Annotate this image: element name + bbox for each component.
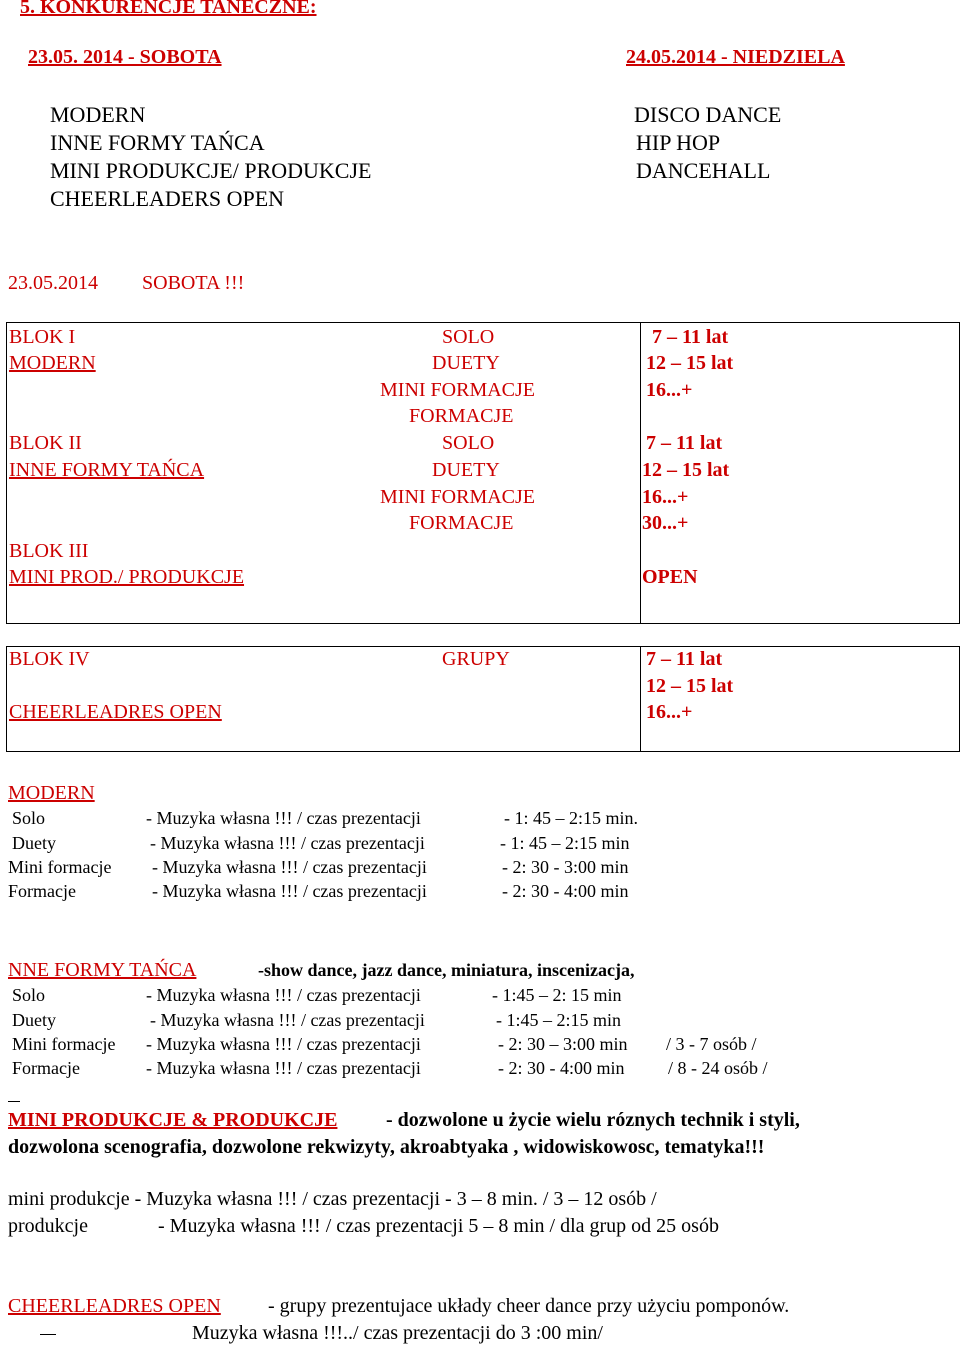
blok4-age: 12 – 15 lat xyxy=(646,675,734,697)
section-title: 5. KONKURENCJE TANECZNE: xyxy=(20,0,317,18)
inne-desc: -show dance, jazz dance, miniatura, inscenizacja, xyxy=(258,960,635,980)
inne-label: Duety xyxy=(12,1010,56,1030)
inne-music: - Muzyka własna !!! / czas prezentacji xyxy=(146,1058,421,1078)
blok4-category: CHEERLEADRES OPEN xyxy=(9,701,222,723)
inne-music: - Muzyka własna !!! / czas prezentacji xyxy=(146,985,421,1005)
mini-desc2: dozwolona scenografia, dozwolone rekwizyty, akroabtyaka , widowiskowosc, tematyka!!! xyxy=(8,1136,765,1158)
blok2-type: SOLO xyxy=(442,432,495,454)
blok3-name: BLOK III xyxy=(9,540,89,562)
blok1-age: 16...+ xyxy=(646,379,693,401)
modern-music: - Muzyka własna !!! / czas prezentacji xyxy=(146,808,421,828)
day1-item: MINI PRODUKCJE/ PRODUKCJE xyxy=(50,158,372,183)
modern-music: - Muzyka własna !!! / czas prezentacji xyxy=(152,881,427,901)
inne-extra: / 8 - 24 osób / xyxy=(668,1058,768,1078)
day2-item: DISCO DANCE xyxy=(634,102,782,127)
modern-label: Formacje xyxy=(8,881,76,901)
cheer-dash xyxy=(40,1334,56,1335)
modern-music: - Muzyka własna !!! / czas prezentacji xyxy=(150,833,425,853)
inne-label: Formacje xyxy=(12,1058,80,1078)
inne-label: Solo xyxy=(12,985,46,1005)
blok1-type: DUETY xyxy=(432,352,500,374)
inne-time: - 2: 30 – 3:00 min xyxy=(498,1034,628,1054)
inne-music: - Muzyka własna !!! / czas prezentacji xyxy=(150,1010,425,1030)
blok3-age: OPEN xyxy=(642,566,698,588)
inne-time: - 1:45 – 2: 15 min xyxy=(492,985,622,1005)
modern-label: Mini formacje xyxy=(8,857,112,877)
sub-day: SOBOTA !!! xyxy=(142,272,245,294)
table-divider xyxy=(640,322,641,624)
blok2-age: 16...+ xyxy=(642,486,689,508)
blok1-age: 12 – 15 lat xyxy=(646,352,734,374)
mini-line2-text: - Muzyka własna !!! / czas prezentacji 5 – 8 min / dla grup od 25 osób xyxy=(158,1215,719,1237)
day1-date: 23.05. 2014 - SOBOTA xyxy=(28,46,222,68)
inne-extra: / 3 - 7 osób / xyxy=(666,1034,757,1054)
modern-time: - 2: 30 - 3:00 min xyxy=(502,857,629,877)
cheer-line: Muzyka własna !!!../ czas prezentacji do 3 :00 min/ xyxy=(192,1322,603,1344)
sub-date: 23.05.2014 xyxy=(8,272,98,294)
blok2-age: 7 – 11 lat xyxy=(646,432,723,454)
day2-item: DANCEHALL xyxy=(636,158,771,183)
modern-time: - 1: 45 – 2:15 min. xyxy=(504,808,638,828)
modern-music: - Muzyka własna !!! / czas prezentacji xyxy=(152,857,427,877)
blok1-type: MINI FORMACJE xyxy=(380,379,536,401)
blok2-name: BLOK II xyxy=(9,432,82,454)
inne-music: - Muzyka własna !!! / czas prezentacji xyxy=(146,1034,421,1054)
blok3-category: MINI PROD./ PRODUKCJE xyxy=(9,566,245,588)
blok1-name: BLOK I xyxy=(9,326,76,348)
modern-label: Duety xyxy=(12,833,56,853)
blok4-age: 16...+ xyxy=(646,701,693,723)
blok4-name: BLOK IV xyxy=(9,648,90,670)
mini-line1: mini produkcje - Muzyka własna !!! / czas prezentacji - 3 – 8 min. / 3 – 12 osób / xyxy=(8,1188,657,1210)
separator-dash xyxy=(8,1101,20,1102)
inne-time: - 2: 30 - 4:00 min xyxy=(498,1058,625,1078)
inne-time: - 1:45 – 2:15 min xyxy=(496,1010,621,1030)
mini-line2-label: produkcje xyxy=(8,1215,88,1237)
blok2-age: 12 – 15 lat xyxy=(642,459,730,481)
modern-time: - 1: 45 – 2:15 min xyxy=(500,833,630,853)
day2-date: 24.05.2014 - NIEDZIELA xyxy=(626,46,845,68)
blok2-type: DUETY xyxy=(432,459,500,481)
blok2-type: MINI FORMACJE xyxy=(380,486,536,508)
blok2-category: INNE FORMY TAŃCA xyxy=(9,459,205,481)
blok4-type: GRUPY xyxy=(442,648,510,670)
blok1-type: FORMACJE xyxy=(409,405,514,427)
blok1-age: 7 – 11 lat xyxy=(652,326,729,348)
mini-heading: MINI PRODUKCJE & PRODUKCJE xyxy=(8,1109,338,1131)
modern-heading: MODERN xyxy=(8,782,95,804)
day1-item: INNE FORMY TAŃCA xyxy=(50,130,265,155)
table-divider xyxy=(640,646,641,752)
inne-heading: NNE FORMY TAŃCA xyxy=(8,959,197,981)
blok2-type: FORMACJE xyxy=(409,512,514,534)
day2-item: HIP HOP xyxy=(636,130,721,155)
day1-item: CHEERLEADERS OPEN xyxy=(50,186,285,211)
modern-time: - 2: 30 - 4:00 min xyxy=(502,881,629,901)
blok1-type: SOLO xyxy=(442,326,495,348)
blok4-age: 7 – 11 lat xyxy=(646,648,723,670)
cheer-desc: - grupy prezentujace układy cheer dance przy użyciu pomponów. xyxy=(268,1295,790,1317)
modern-label: Solo xyxy=(12,808,46,828)
mini-desc1: - dozwolone u życie wielu róznych technik i styli, xyxy=(386,1109,800,1131)
cheer-heading: CHEERLEADRES OPEN xyxy=(8,1295,221,1317)
blok2-age: 30...+ xyxy=(642,512,689,534)
blok1-category: MODERN xyxy=(9,352,96,374)
inne-label: Mini formacje xyxy=(12,1034,116,1054)
day1-item: MODERN xyxy=(50,102,146,127)
